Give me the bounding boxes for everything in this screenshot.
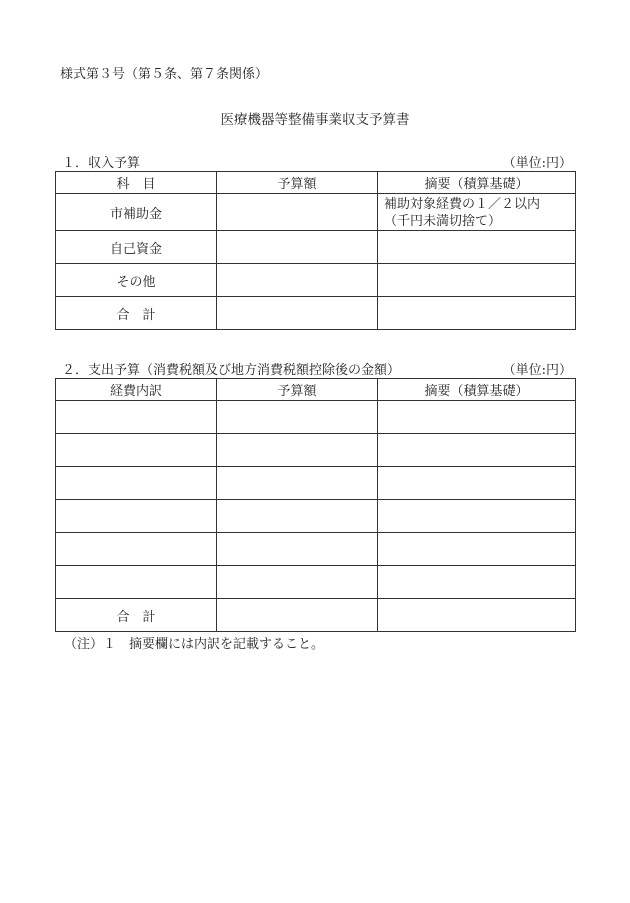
expense-amount-cell <box>217 599 378 632</box>
income-unit-label: （単位:円） <box>502 156 572 171</box>
expense-amount-cell <box>217 500 378 533</box>
expense-amount-cell <box>217 434 378 467</box>
income-row-city-subsidy <box>56 194 576 231</box>
expense-amount-cell <box>217 566 378 599</box>
expense-header-amount: 予算額 <box>217 379 378 401</box>
expense-row <box>56 566 576 599</box>
income-note-cell <box>378 297 576 330</box>
expense-header-item: 経費内訳 <box>56 379 217 401</box>
expense-row <box>56 434 576 467</box>
form-number: 様式第３号（第５条、第７条関係） <box>60 67 269 82</box>
income-note-text <box>378 194 575 230</box>
expense-header-note: 摘要（積算基礎） <box>378 379 576 401</box>
income-note-cell <box>378 231 576 264</box>
expense-header-row <box>56 379 576 401</box>
expense-row <box>56 467 576 500</box>
expense-unit-label: （単位:円） <box>502 363 572 378</box>
expense-row <box>56 401 576 434</box>
income-amount-cell <box>217 231 378 264</box>
expense-row-total <box>56 599 576 632</box>
expense-item-cell <box>56 467 217 500</box>
expense-table <box>55 378 576 632</box>
income-header-row <box>56 172 576 194</box>
expense-item-cell <box>56 533 217 566</box>
income-header-note: 摘要（積算基礎） <box>378 172 576 194</box>
expense-item-cell <box>56 566 217 599</box>
income-header-amount: 予算額 <box>217 172 378 194</box>
income-item-cell: 自己資金 <box>56 231 217 264</box>
income-header-item: 科 目 <box>56 172 217 194</box>
document-title: 医療機器等整備事業収支予算書 <box>220 112 410 128</box>
expense-row <box>56 533 576 566</box>
income-note-cell <box>378 264 576 297</box>
income-section-title: １．収入予算 <box>62 156 141 171</box>
income-note-line: （千円未満切捨て） <box>384 214 502 229</box>
income-note-line: 補助対象経費の１／２以内 <box>384 197 541 212</box>
expense-total-label: 合 計 <box>56 599 217 632</box>
expense-item-cell <box>56 401 217 434</box>
expense-amount-cell <box>217 533 378 566</box>
income-amount-cell <box>217 194 378 231</box>
expense-note-cell <box>378 434 576 467</box>
expense-note-cell <box>378 599 576 632</box>
income-row-total <box>56 297 576 330</box>
footnote: （注）１ 摘要欄には内訳を記載すること。 <box>64 637 325 652</box>
expense-amount-cell <box>217 467 378 500</box>
expense-row <box>56 500 576 533</box>
expense-section-title: ２．支出予算（消費税額及び地方消費税額控除後の金額） <box>62 363 401 378</box>
income-amount-cell <box>217 264 378 297</box>
expense-note-cell <box>378 401 576 434</box>
expense-note-cell <box>378 500 576 533</box>
income-item-cell: その他 <box>56 264 217 297</box>
income-item-cell: 市補助金 <box>56 194 217 231</box>
income-row-own-funds <box>56 231 576 264</box>
income-note-cell <box>378 194 576 231</box>
expense-amount-cell <box>217 401 378 434</box>
expense-note-cell <box>378 467 576 500</box>
income-table <box>55 171 576 330</box>
expense-note-cell <box>378 533 576 566</box>
expense-item-cell <box>56 500 217 533</box>
income-amount-cell <box>217 297 378 330</box>
expense-note-cell <box>378 566 576 599</box>
income-item-cell: 合 計 <box>56 297 217 330</box>
expense-item-cell <box>56 434 217 467</box>
income-row-other <box>56 264 576 297</box>
